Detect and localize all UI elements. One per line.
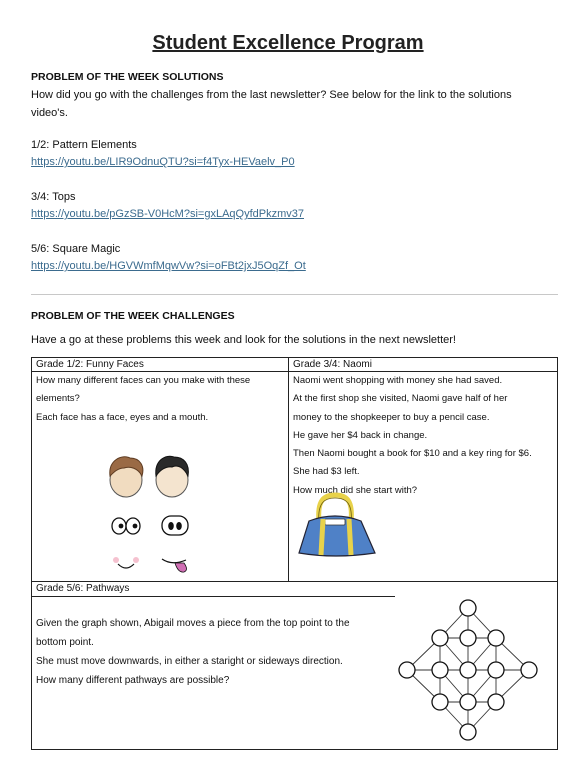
graph-node [460,694,476,710]
grade12-line: Each face has a face, eyes and a mouth. [36,411,209,423]
grade56-text [36,614,350,690]
grade12-header: Grade 1/2: Funny Faces [36,359,144,370]
graph-node [432,662,448,678]
solution-label-1-2: 1/2: Pattern Elements [31,139,137,151]
graph-node [432,630,448,646]
grade56-line: Given the graph shown, Abigail moves a piece from the top point to the [36,618,350,629]
grade12-line: How many different faces can you make with these [36,375,251,386]
eyes-pair-1-icon [112,518,140,534]
table-grade56-header-divider [31,596,395,597]
solution-label-5-6: 5/6: Square Magic [31,243,121,255]
page-title: Student Excellence Program [152,32,424,54]
graph-node [488,694,504,710]
grade34-header: Grade 3/4: Naomi [293,359,372,370]
brown-hair-face-icon [110,457,143,497]
grade34-line: money to the shopkeeper to buy a pencil case. [293,411,490,423]
grade34-text [293,372,532,500]
eyes-pair-2-icon [162,516,188,535]
section-divider [31,294,558,295]
graph-node [460,662,476,678]
grade34-line: She had $3 left. [293,466,360,478]
graph-node [460,724,476,740]
grade56-line: bottom point. [36,637,94,648]
grade56-header: Grade 5/6: Pathways [36,583,130,594]
challenges-intro: Have a go at these problems this week and look for the solutions in the next newsletter! [31,334,456,346]
solution-label-3-4: 3/4: Tops [31,191,76,203]
graph-node [521,662,537,678]
solutions-heading: PROBLEM OF THE WEEK SOLUTIONS [31,71,224,83]
graph-node [488,630,504,646]
table-row-divider [31,581,558,582]
pencil-case-bag-icon [295,491,380,559]
grade34-line: How much did she start with? [293,484,418,496]
graph-node [432,694,448,710]
solution-link-1-2[interactable]: https://youtu.be/LIR9OdnuQTU?si=f4Tyx-HEVaelv_P0 [31,156,295,168]
grade34-line: He gave her $4 back in change. [293,429,428,441]
grade34-line: Naomi went shopping with money she had saved. [293,375,503,386]
graph-node [488,662,504,678]
face-elements-illustration [100,452,200,577]
solution-link-3-4[interactable]: https://youtu.be/pGzSB-V0HcM?si=gxLAqQyfdPkzmv37 [31,208,304,220]
solution-link-5-6[interactable]: https://youtu.be/HGVWmfMqwVw?si=oFBt2jxJ5OqZf_Ot [31,260,306,272]
pathways-graph [395,598,545,742]
black-hair-face-icon [156,456,189,497]
tongue-mouth-icon [162,559,187,572]
grade56-line: She must move downwards, in either a staright or sideways direction. [36,656,343,667]
graph-node [460,630,476,646]
grade12-line: elements? [36,393,80,405]
grade34-line: Then Naomi bought a book for $10 and a key ring for $6. [293,448,532,460]
grade56-line: How many different pathways are possible? [36,675,230,686]
grade12-text [36,372,250,427]
graph-node [399,662,415,678]
solutions-intro: How did you go with the challenges from the last newsletter? See below for the link to the solutions video's. [31,89,512,119]
table-column-divider [288,357,289,581]
smile-mouth-icon [113,557,139,568]
graph-node [460,600,476,616]
grade34-line: At the first shop she visited, Naomi gave half of her [293,393,508,405]
challenges-heading: PROBLEM OF THE WEEK CHALLENGES [31,310,235,322]
